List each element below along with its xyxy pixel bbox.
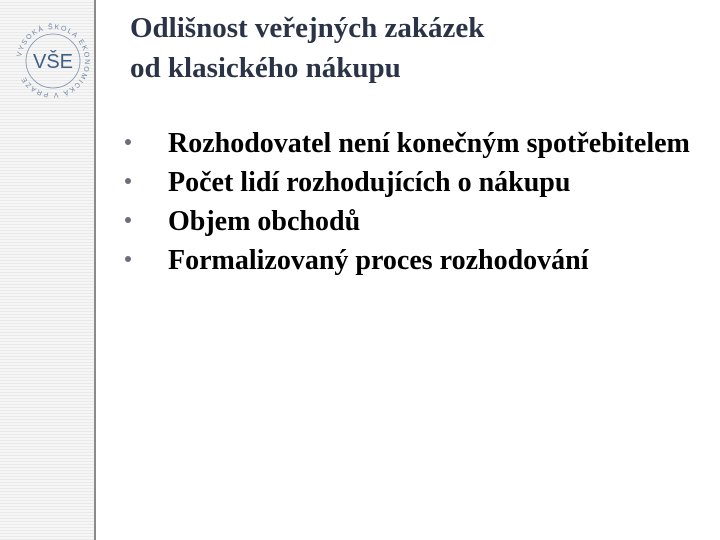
bullet-text: Počet lidí rozhodujících o nákupu: [168, 167, 571, 198]
bullet-text: Formalizovaný proces rozhodování: [168, 245, 589, 276]
logo-ring-text: VYSOKÁ ŠKOLA EKONOMICKÁ V PRAZE: [16, 23, 91, 99]
slide-title-line-1: Odlišnost veřejných zakázek: [130, 12, 485, 44]
logo-mark-text: VŠE: [32, 51, 74, 73]
sidebar-panel: [0, 0, 96, 540]
bullet-dot-icon: [125, 139, 131, 145]
bullet-dot-icon: [125, 217, 131, 223]
bullet-list: [125, 124, 705, 280]
slide-title-line-2: od klasického nákupu: [130, 52, 401, 84]
bullet-item: [125, 124, 705, 163]
bullet-dot-icon: [125, 178, 131, 184]
bullet-text: Rozhodovatel není konečným spotřebitelem: [168, 128, 690, 159]
bullet-item: [125, 202, 705, 241]
bullet-item: [125, 241, 705, 280]
slide-title: [130, 8, 690, 88]
bullet-item: [125, 163, 705, 202]
vse-logo-icon: [7, 15, 99, 107]
bullet-text: Objem obchodů: [168, 206, 361, 237]
bullet-dot-icon: [125, 256, 131, 262]
